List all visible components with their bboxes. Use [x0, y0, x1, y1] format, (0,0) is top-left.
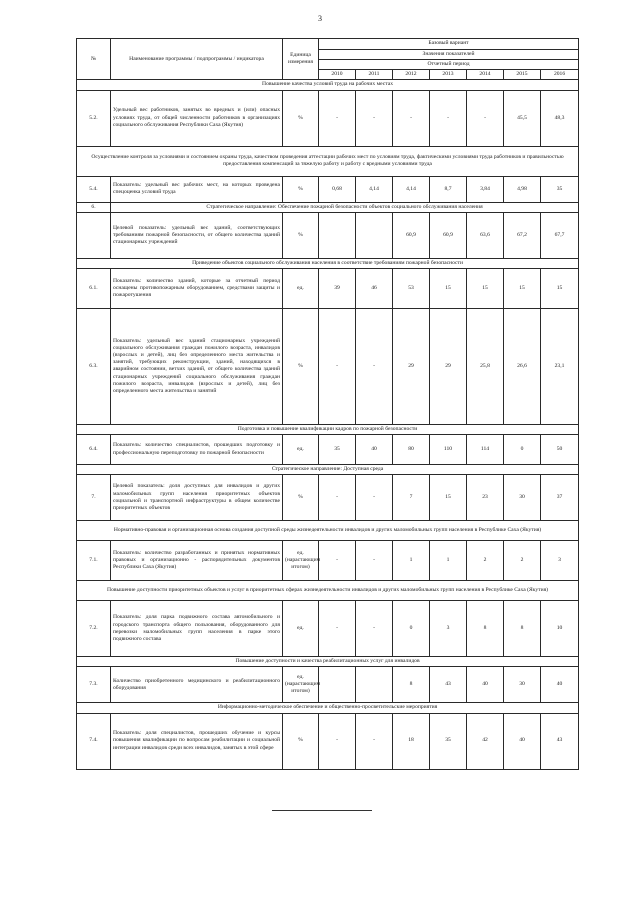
indicator-name: Показатель: удельный вес рабочих мест, на которых проведена спецоценка условий труда [111, 176, 283, 202]
value-cell: 35 [319, 435, 356, 465]
value-cell: 53 [393, 268, 430, 308]
unit-cell: ед. [283, 601, 319, 657]
table-row [77, 308, 579, 424]
indicator-name: Целевой показатель: доля доступных для инвалидов и других маломобильных групп населения приоритетных объектов социальной и транспортной инфраструктуры в общем количестве приоритетных объектов [111, 475, 283, 521]
section-row [77, 465, 579, 475]
value-cell: 60,9 [430, 212, 467, 258]
value-cell: 8 [504, 601, 541, 657]
page-number: 3 [318, 14, 322, 23]
unit-cell: ед. (нарастающим итогом) [283, 541, 319, 581]
value-cell: 30 [504, 667, 541, 703]
unit-cell: % [283, 176, 319, 202]
value-cell: 40 [356, 435, 393, 465]
value-cell: 15 [467, 268, 504, 308]
value-cell: 39 [319, 268, 356, 308]
value-cell: 25,8 [467, 308, 504, 424]
section-row [77, 521, 579, 541]
row-number: 7.3. [77, 667, 111, 703]
unit-cell: % [283, 90, 319, 146]
indicators-table [76, 38, 579, 770]
value-cell: - [356, 475, 393, 521]
value-cell: 7 [393, 475, 430, 521]
col-header-unit: Единица измерения [283, 39, 319, 80]
table-row [77, 435, 579, 465]
value-cell: 0 [393, 601, 430, 657]
indicator-name: Показатель: количество зданий, которые за отчетный период оснащены противопожарным оборудованием, средствами защиты и пожаротушения [111, 268, 283, 308]
indicator-name: Удельный вес работников, занятых во вредных и (или) опасных условиях труда, от общей численности работников в организациях социального обслуживания Республики Саха (Якутия) [111, 90, 283, 146]
value-cell: 45,5 [504, 90, 541, 146]
table-row [77, 667, 579, 703]
value-cell: 3 [541, 541, 579, 581]
section-title: Повышение доступности приоритетных объектов и услуг в приоритетных сферах жизнедеятельности инвалидов и других маломобильных групп населения в Республике Саха (Якутия) [77, 581, 579, 601]
value-cell: 40 [467, 667, 504, 703]
section-title: Повышение качества условий труда на рабочих местах [77, 80, 579, 90]
value-cell: - [319, 713, 356, 769]
indicator-name: Показатель: доля специалистов, прошедших обучение и курсы повышения квалификации по вопросам реабилитации и социальной интеграции инвалидов среди всех инвалидов, занятых в этой сфере [111, 713, 283, 769]
value-cell: 63,6 [467, 212, 504, 258]
value-cell: - [393, 90, 430, 146]
value-cell: 40 [541, 667, 579, 703]
section-title: Осуществление контроля за условиями и состоянием охраны труда, качеством проведения аттестации рабочих мест по условиям труда, фактическими условиями труда работников и правильностью предоставления компенсаций за тяжелую работу и работу с вредными условиями труда [77, 146, 579, 176]
row-number: 6.1. [77, 268, 111, 308]
unit-cell: % [283, 212, 319, 258]
value-cell: 15 [504, 268, 541, 308]
row-number: 5.4. [77, 176, 111, 202]
value-cell: 8 [467, 601, 504, 657]
indicator-name: Показатель: количество разработанных и принятых нормативных правовых и организационно - распорядительных документов Республики Саха (Якутия) [111, 541, 283, 581]
value-cell: - [319, 601, 356, 657]
value-cell: 2 [467, 541, 504, 581]
value-cell: 15 [430, 475, 467, 521]
year-header: 2011 [356, 70, 393, 80]
section-row [77, 80, 579, 90]
section-row [77, 703, 579, 713]
value-cell: 3,84 [467, 176, 504, 202]
value-cell: 35 [430, 713, 467, 769]
value-cell: 42 [467, 713, 504, 769]
row-number: 7.4. [77, 713, 111, 769]
year-header: 2010 [319, 70, 356, 80]
section-row [77, 202, 579, 212]
row-number: 7.1. [77, 541, 111, 581]
value-cell: - [356, 713, 393, 769]
unit-cell: ед. [283, 435, 319, 465]
table-row [77, 212, 579, 258]
indicator-name: Показатель: удельный вес зданий стационарных учреждений социального обслуживания граждан пожилого возраста, инвалидов (взрослых и детей), лиц без определенного места жительства и занятий, требующих реконструкции, зданий, находящихся в аварийном состоянии, ветхих зданий, от общего количества зданий стационарных учреждений социального обслуживания граждан пожилого возраста, инвалидов (взрослых и детей), лиц без определенного места жительства и занятий [111, 308, 283, 424]
value-cell: 3 [430, 601, 467, 657]
section-row [77, 258, 579, 268]
unit-cell: % [283, 308, 319, 424]
value-cell: 80 [393, 435, 430, 465]
value-cell: 110 [430, 435, 467, 465]
value-cell: 15 [541, 268, 579, 308]
value-cell: 23,1 [541, 308, 579, 424]
col-header-base-variant: Базовый вариант [319, 39, 579, 50]
value-cell [319, 212, 356, 258]
value-cell: 15 [430, 268, 467, 308]
value-cell: - [356, 308, 393, 424]
value-cell: 37 [541, 475, 579, 521]
value-cell: 26,6 [504, 308, 541, 424]
value-cell [356, 212, 393, 258]
value-cell: 67,7 [541, 212, 579, 258]
row-number: 7.2. [77, 601, 111, 657]
value-cell: 60,9 [393, 212, 430, 258]
unit-cell: % [283, 713, 319, 769]
value-cell: 29 [393, 308, 430, 424]
value-cell [319, 667, 356, 703]
value-cell: 67,2 [504, 212, 541, 258]
table-row [77, 176, 579, 202]
value-cell: - [356, 541, 393, 581]
value-cell: 4,14 [356, 176, 393, 202]
value-cell: 23 [467, 475, 504, 521]
row-number: 6.3. [77, 308, 111, 424]
section-row [77, 581, 579, 601]
value-cell: 48,3 [541, 90, 579, 146]
value-cell: - [319, 90, 356, 146]
row-number: 7. [77, 475, 111, 521]
indicator-name: Количество приобретенного медицинского и реабилитационного оборудования [111, 667, 283, 703]
year-header: 2014 [467, 70, 504, 80]
value-cell: 10 [541, 601, 579, 657]
value-cell: - [467, 90, 504, 146]
value-cell [356, 667, 393, 703]
indicator-name: Целевой показатель: удельный вес зданий, соответствующих требованиям пожарной безопасности, от общего количества зданий стационарных учреждений [111, 212, 283, 258]
year-header: 2016 [541, 70, 579, 80]
value-cell: 0 [504, 435, 541, 465]
col-header-num: № [77, 39, 111, 80]
value-cell: 0,68 [319, 176, 356, 202]
table-row [77, 541, 579, 581]
value-cell: - [319, 475, 356, 521]
row-number: 6. [77, 202, 111, 212]
year-header: 2012 [393, 70, 430, 80]
value-cell: 4,98 [504, 176, 541, 202]
table-row [77, 90, 579, 146]
section-row [77, 424, 579, 434]
table-row [77, 268, 579, 308]
value-cell: 43 [541, 713, 579, 769]
col-header-period: Отчетный период [319, 60, 579, 70]
value-cell: - [356, 90, 393, 146]
value-cell: 18 [393, 713, 430, 769]
table-row [77, 475, 579, 521]
section-title: Нормативно-правовая и организационная основа создания доступной среды жизнедеятельности инвалидов и других маломобильных групп населения в Республике Саха (Якутия) [77, 521, 579, 541]
value-cell: - [356, 601, 393, 657]
value-cell: 30 [504, 475, 541, 521]
section-title: Информационно-методическое обеспечение и общественно-просветительские мероприятия [77, 703, 579, 713]
year-header: 2013 [430, 70, 467, 80]
value-cell: - [319, 308, 356, 424]
row-number: 5.2. [77, 90, 111, 146]
row-number [77, 212, 111, 258]
indicator-name: Показатель: количество специалистов, прошедших подготовку и профессиональную переподготовку по пожарной безопасности [111, 435, 283, 465]
indicator-name: Показатель: доля парка подвижного состава автомобильного и городского транспорта общего пользования, оборудованного для перевозки маломобильных групп населения в парке этого подвижного состава [111, 601, 283, 657]
value-cell: 50 [541, 435, 579, 465]
value-cell: 2 [504, 541, 541, 581]
value-cell: 114 [467, 435, 504, 465]
value-cell: 29 [430, 308, 467, 424]
value-cell: 40 [504, 713, 541, 769]
value-cell: - [430, 90, 467, 146]
section-title: Приведение объектов социального обслуживания населения в соответствие требованиям пожарной безопасности [77, 258, 579, 268]
value-cell: 35 [541, 176, 579, 202]
unit-cell: ед. (нарастающим итогом) [283, 667, 319, 703]
unit-cell: % [283, 475, 319, 521]
section-title: Подготовка и повышение квалификации кадров по пожарной безопасности [77, 424, 579, 434]
value-cell: 8 [393, 667, 430, 703]
value-cell: 1 [393, 541, 430, 581]
unit-cell: ед. [283, 268, 319, 308]
year-header: 2015 [504, 70, 541, 80]
section-row [77, 146, 579, 176]
value-cell: 8,7 [430, 176, 467, 202]
section-title: Повышение доступности и качества реабилитационных услуг для инвалидов [77, 657, 579, 667]
value-cell: 4,14 [393, 176, 430, 202]
table-row [77, 601, 579, 657]
value-cell: 43 [430, 667, 467, 703]
section-row [77, 657, 579, 667]
row-number: 6.4. [77, 435, 111, 465]
section-title: Стратегическое направление: Доступная среда [77, 465, 579, 475]
col-header-values: Значения показателей [319, 50, 579, 60]
section-title: Стратегическое направление: Обеспечение пожарной безопасности объектов социального обслуживания населения [111, 202, 579, 212]
value-cell: 46 [356, 268, 393, 308]
table-row [77, 713, 579, 769]
value-cell: 1 [430, 541, 467, 581]
bottom-divider [272, 810, 372, 811]
col-header-name: Наименование программы / подпрограммы / индикатора [111, 39, 283, 80]
value-cell: - [319, 541, 356, 581]
